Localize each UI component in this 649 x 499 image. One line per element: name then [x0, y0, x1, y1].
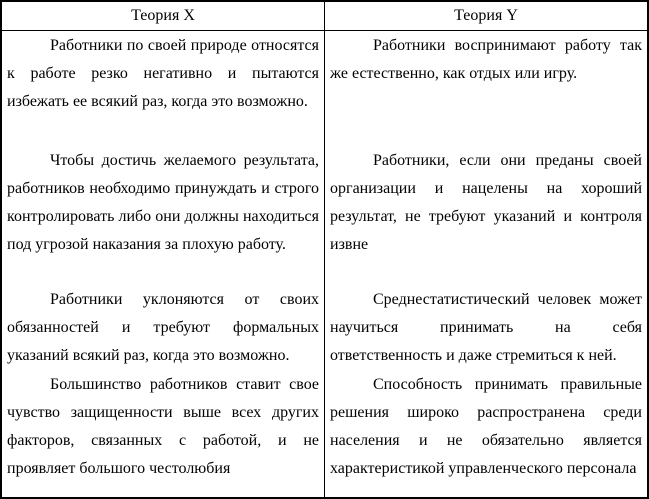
paragraph-theory-x-2: Чтобы достичь желаемого результата, работников необходимо принуждать и строго контролировать либо они должны находиться под угрозой наказания за плохую работу.: [7, 151, 319, 253]
paragraph-theory-x-1: Работники по своей природе относятся к работе резко негативно и пытаются избежать ее всякий раз, когда это возможно.: [7, 37, 319, 110]
cell-theory-y-4: [325, 370, 649, 499]
cell-theory-x-4: [1, 370, 325, 499]
cell-theory-x-2: [1, 146, 325, 285]
table-row: [1, 285, 648, 370]
paragraph-theory-y-2: Работники, если они преданы своей организации и нацелены на хороший результат, не требуют указаний и контроля извне: [330, 151, 642, 253]
header-theory-y: Теория Y: [325, 1, 649, 31]
paragraph-theory-x-3: Работники уклоняются от своих обязанностей и требуют формальных указаний всякий раз, когда это возможно.: [7, 290, 319, 364]
table-row: [1, 146, 648, 285]
paragraph-theory-x-4: Большинство работников ставит свое чувство защищенности выше всех других факторов, связанных с работой, и не проявляет большого честолюбия: [7, 375, 319, 477]
cell-theory-x-1: [1, 31, 325, 146]
cell-theory-y-2: [325, 146, 649, 285]
table-row: [1, 370, 648, 499]
cell-theory-x-3: [1, 285, 325, 370]
cell-theory-y-3: [325, 285, 649, 370]
paragraph-theory-y-4: Способность принимать правильные решения широко распространена среди населения и не обязательно является характеристикой управленческого персонала: [330, 375, 642, 477]
cell-theory-y-1: [325, 31, 649, 146]
header-row: [1, 1, 648, 31]
header-theory-x: Теория X: [1, 1, 325, 31]
paragraph-theory-y-3: Среднестатистический человек может научиться принимать на себя ответственность и даже стремиться к ней.: [330, 290, 642, 364]
table-row: [1, 31, 648, 146]
paragraph-theory-y-1: Работники воспринимают работу так же естественно, как отдых или игру.: [330, 37, 642, 82]
